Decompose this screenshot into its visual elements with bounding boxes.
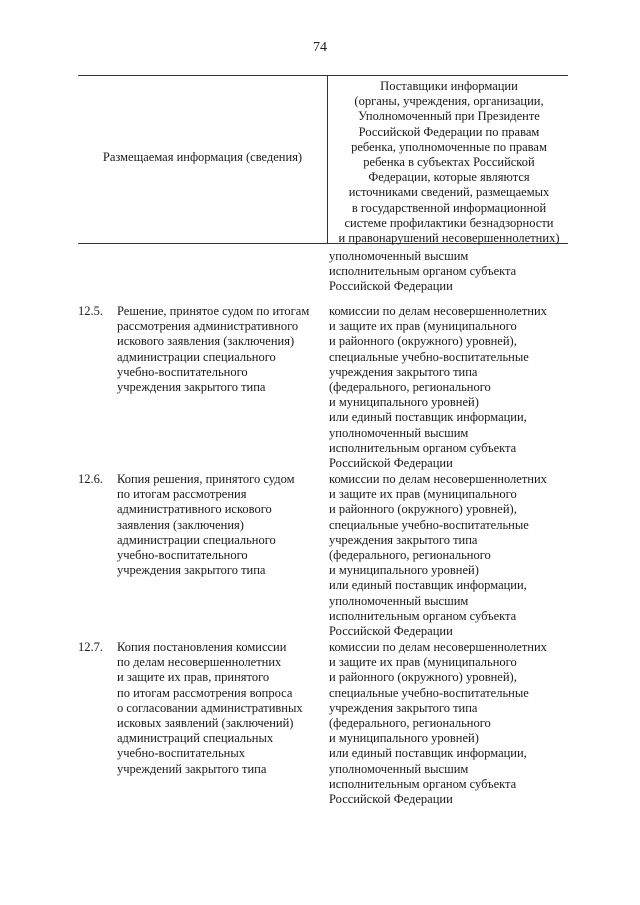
provider-line: исполнительным органом субъекта — [329, 264, 517, 279]
info-line: искового заявления (заключения) — [117, 334, 295, 349]
provider-line: уполномоченный высшим — [329, 425, 469, 440]
info-line: учреждения закрытого типа — [117, 380, 266, 395]
header-providers-line: Поставщики информации — [380, 79, 518, 93]
provider-line: исполнительным органом субъекта — [329, 776, 517, 791]
provider-line: (федерального, регионального — [329, 380, 491, 395]
header-providers-line: Федерации, которые являются — [368, 170, 530, 185]
provider-line: комиссии по делам несовершеннолетних — [329, 472, 547, 486]
row-number: 12.5. — [78, 304, 103, 318]
info-line: учебно-воспитательных — [117, 746, 245, 761]
info-line: по итогам рассмотрения — [117, 487, 247, 502]
row-provider-cell — [329, 640, 569, 807]
info-line: по итогам рассмотрения вопроса — [117, 685, 293, 700]
header-providers-column — [330, 79, 568, 246]
provider-line: или единый поставщик информации, — [329, 578, 527, 593]
provider-line: и защите их прав (муниципального — [329, 487, 517, 502]
info-line: о согласовании административных — [117, 700, 303, 715]
info-line: учреждения закрытого типа — [117, 563, 266, 578]
provider-line: специальные учебно-воспитательные — [329, 517, 529, 532]
row-number: 12.7. — [78, 640, 103, 654]
provider-line: Российской Федерации — [329, 792, 453, 807]
provider-line: и районного (окружного) уровней), — [329, 670, 517, 685]
provider-line: (федерального, регионального — [329, 716, 491, 731]
provider-line: и районного (окружного) уровней), — [329, 334, 517, 349]
provider-line: (федерального, регионального — [329, 548, 491, 563]
header-providers-line: (органы, учреждения, организации, — [354, 94, 544, 109]
provider-line: Российской Федерации — [329, 624, 453, 639]
provider-line: специальные учебно-воспитательные — [329, 349, 529, 364]
header-providers-line: в государственной информационной — [351, 200, 547, 215]
provider-line: Российской Федерации — [329, 456, 453, 471]
info-line: по делам несовершеннолетних — [117, 655, 282, 670]
provider-line: или единый поставщик информации, — [329, 746, 527, 761]
provider-line: и муниципального уровней) — [329, 563, 479, 578]
row-provider-cell — [329, 304, 569, 471]
info-line: Копия решения, принятого судом — [117, 472, 295, 486]
provider-line: уполномоченный высшим — [329, 593, 469, 608]
header-providers-line: и правонарушений несовершеннолетних) — [338, 231, 560, 246]
info-line: администрации специального — [117, 349, 276, 364]
header-providers-line: ребенка, уполномоченные по правам — [351, 139, 547, 154]
provider-line: учреждения закрытого типа — [329, 532, 478, 547]
info-line: учебно-воспитательного — [117, 364, 248, 379]
header-providers-line: ребенка в субъектах Российской — [363, 155, 535, 170]
provider-line: и защите их прав (муниципального — [329, 319, 517, 334]
provider-line: уполномоченный высшим — [329, 761, 469, 776]
info-line: администрации специального — [117, 532, 276, 547]
provider-line: специальные учебно-воспитательные — [329, 685, 529, 700]
header-providers-line: системе профилактики безнадзорности — [344, 215, 554, 230]
provider-line: комиссии по делам несовершеннолетних — [329, 640, 547, 654]
row-info-cell — [117, 304, 327, 395]
provider-line: и муниципального уровней) — [329, 731, 479, 746]
info-line: заявления (заключения) — [117, 517, 244, 532]
info-line: Копия постановления комиссии — [117, 640, 287, 654]
page-number: 74 — [313, 40, 327, 55]
table-top-rule — [78, 75, 568, 76]
header-providers-line: источниками сведений, размещаемых — [348, 185, 550, 200]
provider-line: учреждения закрытого типа — [329, 364, 478, 379]
info-line: и защите их прав, принятого — [117, 670, 270, 685]
provider-line: исполнительным органом субъекта — [329, 440, 517, 455]
info-line: рассмотрения административного — [117, 319, 299, 334]
provider-line: уполномоченный высшим — [329, 249, 469, 263]
row-number: 12.6. — [78, 472, 103, 486]
provider-line: Российской Федерации — [329, 279, 453, 294]
header-info-column: Размещаемая информация (сведения) — [102, 150, 303, 164]
header-providers-line: Уполномоченный при Президенте — [358, 109, 540, 124]
provider-line: комиссии по делам несовершеннолетних — [329, 304, 547, 318]
continued-providers-cell — [329, 249, 569, 295]
provider-line: и районного (окружного) уровней), — [329, 502, 517, 517]
row-info-cell — [117, 472, 327, 578]
row-info-cell — [117, 640, 327, 777]
info-line: учебно-воспитательного — [117, 548, 248, 563]
info-line: учреждений закрытого типа — [117, 761, 267, 776]
row-provider-cell — [329, 472, 569, 639]
provider-line: и муниципального уровней) — [329, 395, 479, 410]
info-line: административного искового — [117, 502, 272, 517]
info-line: Решение, принятое судом по итогам — [117, 304, 310, 318]
info-line: администраций специальных — [117, 731, 274, 746]
provider-line: и защите их прав (муниципального — [329, 655, 517, 670]
info-line: исковых заявлений (заключений) — [117, 716, 294, 731]
header-providers-line: Российской Федерации по правам — [358, 124, 540, 139]
provider-line: учреждения закрытого типа — [329, 700, 478, 715]
provider-line: или единый поставщик информации, — [329, 410, 527, 425]
provider-line: исполнительным органом субъекта — [329, 608, 517, 623]
header-column-divider — [327, 75, 328, 243]
